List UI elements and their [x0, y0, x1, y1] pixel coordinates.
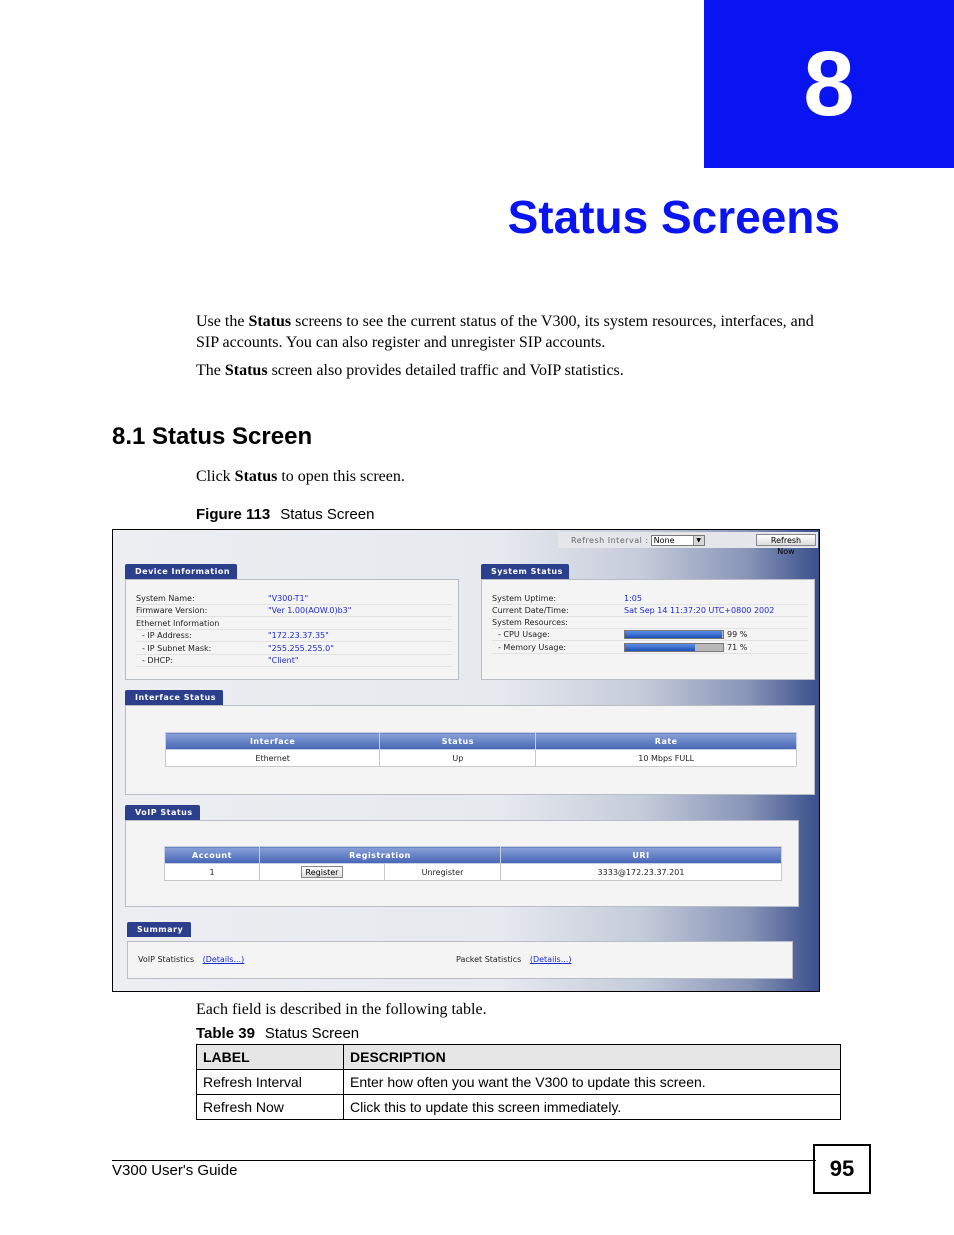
instruction-text: Click	[196, 468, 235, 485]
cpu-usage-text: 99 %	[727, 629, 748, 639]
voip-statistics	[138, 955, 244, 964]
column-header: Interface	[166, 733, 380, 750]
voip-status-panel	[125, 820, 799, 907]
intro-paragraph-2	[196, 360, 836, 381]
interface-cell: Ethernet	[166, 750, 380, 767]
system-status-panel	[481, 579, 815, 680]
voip-statistics-details-link[interactable]: (Details...)	[202, 955, 245, 964]
device-information-panel	[125, 579, 459, 680]
chapter-number-box	[704, 0, 954, 168]
memory-usage-fill	[625, 644, 695, 651]
system-status-tab: System Status	[481, 564, 569, 579]
figure-caption-text: Status Screen	[280, 506, 375, 523]
voip-status-tab: VoIP Status	[125, 805, 200, 820]
memory-row	[492, 641, 808, 654]
voip-table	[164, 846, 782, 881]
column-header: Account	[165, 847, 260, 864]
device-value: "V300-T1"	[268, 593, 309, 603]
device-value: "255.255.255.0"	[268, 643, 334, 653]
memory-usage-text: 71 %	[727, 642, 748, 652]
packet-statistics	[456, 955, 571, 964]
packet-statistics-details-link[interactable]: (Details...)	[529, 955, 572, 964]
column-header: Status	[380, 733, 536, 750]
device-label: - IP Address:	[142, 630, 192, 640]
summary-panel	[127, 941, 793, 979]
table-row	[197, 1095, 841, 1120]
table-row	[166, 750, 797, 767]
device-row	[136, 654, 452, 667]
uptime-label: System Uptime:	[492, 593, 557, 603]
column-header: Registration	[260, 847, 501, 864]
column-header: LABEL	[197, 1045, 344, 1070]
device-label: - DHCP:	[142, 655, 173, 665]
status-cell: Up	[380, 750, 536, 767]
column-header: URI	[501, 847, 782, 864]
refresh-interval-label: Refresh Interval :	[571, 535, 649, 545]
uptime-value: 1:05	[624, 593, 642, 603]
device-information-tab: Device Information	[125, 564, 237, 579]
register-cell	[260, 864, 385, 881]
intro-bold: Status	[248, 313, 292, 330]
table-row	[165, 864, 782, 881]
table-label: Table 39	[196, 1025, 255, 1042]
memory-usage-bar	[624, 643, 724, 652]
instruction-text: to open this screen.	[277, 468, 405, 485]
chevron-down-icon[interactable]: ▼	[693, 536, 704, 545]
description-cell: Enter how often you want the V300 to update this screen.	[344, 1070, 841, 1095]
table-intro: Each field is described in the following table.	[196, 1001, 487, 1018]
cpu-row	[492, 628, 808, 641]
date-value: Sat Sep 14 11:37:20 UTC+0800 2002	[624, 605, 775, 615]
device-value: "Ver 1.00(AOW.0)b3"	[268, 605, 352, 615]
uri-cell: 3333@172.23.37.201	[501, 864, 782, 881]
rate-cell: 10 Mbps FULL	[536, 750, 797, 767]
label-cell: Refresh Now	[197, 1095, 344, 1120]
page-number	[813, 1144, 871, 1194]
chapter-number: 8	[803, 32, 855, 135]
table-header-row	[197, 1045, 841, 1070]
interface-table	[165, 732, 797, 767]
summary-tab: Summary	[127, 922, 191, 937]
device-label: Ethernet Information	[136, 618, 220, 628]
voip-statistics-label: VoIP Statistics	[138, 955, 195, 964]
interface-status-panel	[125, 705, 815, 795]
status-screen-figure	[112, 529, 820, 992]
device-value: "Client"	[268, 655, 299, 665]
device-value: "172.23.37.35"	[268, 630, 329, 640]
figure-caption	[196, 506, 374, 523]
packet-statistics-label: Packet Statistics	[456, 955, 522, 964]
memory-label: - Memory Usage:	[498, 642, 567, 652]
label-cell: Refresh Interval	[197, 1070, 344, 1095]
figure-label: Figure 113	[196, 506, 271, 523]
table-row	[197, 1070, 841, 1095]
intro-bold: Status	[224, 362, 268, 379]
refresh-bar	[558, 532, 818, 556]
instruction-bold: Status	[234, 468, 278, 485]
section-heading: 8.1 Status Screen	[112, 423, 313, 450]
refresh-now-button[interactable]: Refresh Now	[756, 534, 816, 546]
intro-text: Use the	[196, 313, 249, 330]
register-button[interactable]: Register	[301, 866, 344, 878]
refresh-interval-select[interactable]	[651, 535, 705, 546]
refresh-interval-value: None	[653, 535, 675, 545]
intro-text: screen also provides detailed traffic and VoIP statistics.	[267, 362, 624, 379]
account-cell: 1	[165, 864, 260, 881]
footer-divider	[112, 1160, 816, 1161]
device-label: System Name:	[136, 593, 195, 603]
description-cell: Click this to update this screen immediately.	[344, 1095, 841, 1120]
cpu-usage-fill	[625, 631, 722, 638]
voip-header-row	[165, 847, 782, 864]
interface-header-row	[166, 733, 797, 750]
device-label: Firmware Version:	[136, 605, 208, 615]
date-label: Current Date/Time:	[492, 605, 569, 615]
table-caption-text: Status Screen	[264, 1025, 360, 1042]
resources-label: System Resources:	[492, 617, 568, 627]
cpu-label: - CPU Usage:	[498, 629, 550, 639]
device-label: - IP Subnet Mask:	[142, 643, 212, 653]
click-instruction	[196, 466, 836, 487]
intro-text: screens to see the current status of the V300, its system resources, interfaces, and SIP accounts. You can also register and unregister SIP accounts.	[196, 313, 814, 351]
device-row	[136, 604, 452, 617]
unregister-cell: Unregister	[385, 864, 501, 881]
table-caption	[196, 1025, 359, 1042]
description-table	[196, 1044, 841, 1120]
column-header: DESCRIPTION	[344, 1045, 841, 1070]
chapter-title: Status Screens	[507, 191, 840, 243]
intro-paragraph-1	[196, 311, 836, 353]
column-header: Rate	[536, 733, 797, 750]
cpu-usage-bar	[624, 630, 724, 639]
intro-text: The	[196, 362, 225, 379]
page-number-text: 95	[829, 1156, 855, 1181]
interface-status-tab: Interface Status	[125, 690, 223, 705]
footer-guide-title: V300 User's Guide	[112, 1162, 238, 1179]
device-row	[136, 629, 452, 642]
